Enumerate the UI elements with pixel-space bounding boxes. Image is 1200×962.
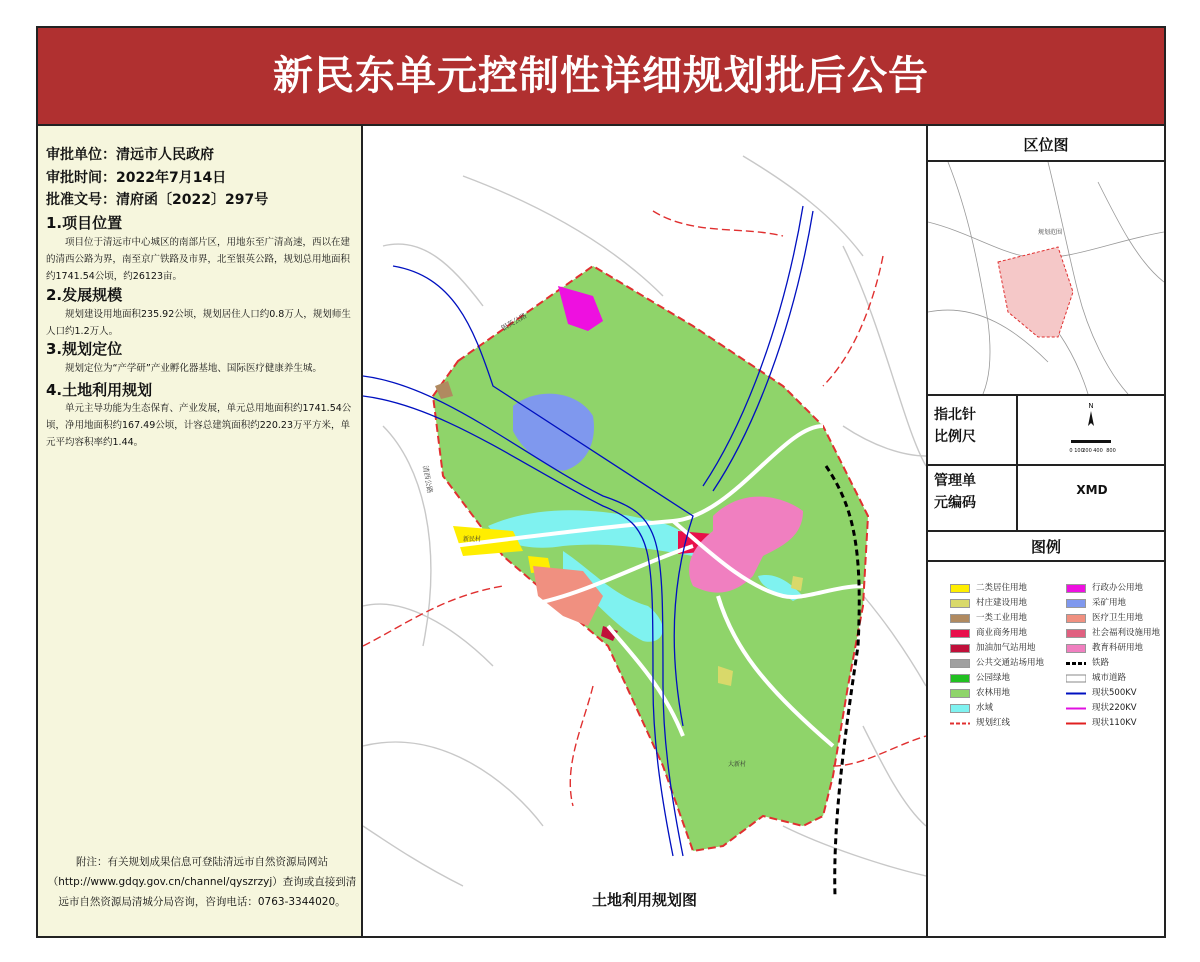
legend-swatch xyxy=(1066,719,1086,728)
legend-item: 村庄建设用地 xyxy=(950,597,1027,609)
approval-doc-number: 批准文号：清府函〔2022〕297号 xyxy=(46,192,269,208)
legend-item: 一类工业用地 xyxy=(950,612,1027,624)
legend-item: 现状220KV xyxy=(1066,702,1137,714)
section-2-body: 规划建设用地面积235.92公顷，规划居住人口约0.8万人，规划师生人口约1.2万人。 xyxy=(46,309,351,337)
legend-item: 现状500KV xyxy=(1066,687,1137,699)
legend-item: 二类居住用地 xyxy=(950,582,1027,594)
legend-item: 铁路 xyxy=(1066,657,1109,669)
legend-item: 社会福利设施用地 xyxy=(1066,627,1160,639)
legend-item: 教育科研用地 xyxy=(1066,642,1143,654)
legend-swatch xyxy=(950,719,970,728)
label-yinying-road: 银英公路 xyxy=(500,311,529,333)
label-qingxi-road: 清西公路 xyxy=(421,464,434,494)
footnote: 附注：有关规划成果信息可登陆清远市自然资源局网站（http://www.gdqy.gov.cn/channel/qyszrzyj）查询或直接到清远市自然资源局清城分局咨询，咨询电话：0763-3344020。 xyxy=(47,856,357,908)
legend-item: 加油加气站用地 xyxy=(950,642,1036,654)
section-1-body: 项目位于清远市中心城区的南部片区，用地东至广清高速，西以在建的清西公路为界，南至京广铁路及市界，北至银英公路，规划总用地面积约1741.54公顷，约26123亩。 xyxy=(46,237,351,282)
legend-item: 行政办公用地 xyxy=(1066,582,1143,594)
section-3-heading: 3.规划定位 xyxy=(46,340,123,358)
legend-swatch xyxy=(1066,599,1086,608)
label-daxin-village: 大新村 xyxy=(728,761,747,768)
section-4-heading: 4.土地利用规划 xyxy=(46,381,153,399)
label-xinmin-village: 新民村 xyxy=(463,536,482,543)
legend-swatch xyxy=(950,689,970,698)
legend-swatch xyxy=(1066,584,1086,593)
legend-item: 公共交通站场用地 xyxy=(950,657,1044,669)
legend-swatch xyxy=(1066,644,1086,653)
legend-swatch xyxy=(950,599,970,608)
mgmt-unit-label-2: 元编码 xyxy=(934,495,976,511)
approval-date: 审批时间：2022年7月14日 xyxy=(46,170,227,186)
mgmt-unit-label-1: 管理单 xyxy=(934,473,976,489)
scale-tick: 0 xyxy=(1069,448,1073,454)
north-arrow-label: 指北针 xyxy=(934,407,976,423)
legend-swatch xyxy=(950,659,970,668)
scale-tick: 100 xyxy=(1074,448,1084,454)
mgmt-unit-code: XMD xyxy=(1076,483,1108,497)
notice-frame xyxy=(36,26,1166,938)
legend-swatch xyxy=(950,614,970,623)
legend-item: 公园绿地 xyxy=(950,672,1010,684)
land-use-map xyxy=(363,126,926,936)
legend-item: 现状110KV xyxy=(1066,717,1137,729)
legend-item: 城市道路 xyxy=(1066,672,1126,684)
legend-swatch xyxy=(950,704,970,713)
north-arrow-and-scale xyxy=(1018,396,1164,462)
scale-tick: 200 xyxy=(1082,448,1092,454)
text-panel xyxy=(38,126,363,936)
legend-swatch xyxy=(950,584,970,593)
section-3-body: 规划定位为“产学研”产业孵化器基地、国际医疗健康养生城。 xyxy=(65,363,322,374)
north-letter: N xyxy=(1088,402,1094,410)
title-banner xyxy=(38,28,1164,126)
north-arrow-icon xyxy=(1088,411,1094,426)
legend-swatch xyxy=(1066,659,1086,668)
legend-swatch xyxy=(950,644,970,653)
scale-bar-label: 比例尺 xyxy=(934,429,976,445)
section-2-heading: 2.发展规模 xyxy=(46,286,123,304)
location-map xyxy=(928,162,1164,394)
legend-item: 农林用地 xyxy=(950,687,1010,699)
scale-tick: 800 xyxy=(1106,448,1116,454)
legend-swatch xyxy=(950,629,970,638)
legend-item: 规划红线 xyxy=(950,717,1010,729)
legend-swatch xyxy=(1066,704,1086,713)
section-4-body: 单元主导功能为生态保育、产业发展，单元总用地面积约1741.54公顷，净用地面积约167.49公顷，计容总建筑面积约220.23万平方米，单元平均容积率约1.44。 xyxy=(46,403,352,448)
scale-bar xyxy=(1071,440,1111,443)
section-1-heading: 1.项目位置 xyxy=(46,214,123,232)
legend-heading: 图例 xyxy=(1030,538,1061,556)
legend-item: 商业商务用地 xyxy=(950,627,1027,639)
legend-item: 医疗卫生用地 xyxy=(1066,612,1143,624)
legend-swatch xyxy=(1066,629,1086,638)
scale-tick: 400 xyxy=(1093,448,1103,454)
land-use-map-svg xyxy=(363,126,926,936)
legend-item: 采矿用地 xyxy=(1066,597,1126,609)
legend-swatch xyxy=(950,674,970,683)
legend-swatch xyxy=(1066,689,1086,698)
map-title: 土地利用规划图 xyxy=(591,891,697,909)
planning-boundary xyxy=(433,266,868,851)
legend-swatch xyxy=(1066,614,1086,623)
page-title: 新民东单元控制性详细规划批后公告 xyxy=(273,53,929,99)
right-panel xyxy=(926,126,1164,936)
legend-item: 水域 xyxy=(950,702,993,714)
approval-unit: 审批单位：清远市人民政府 xyxy=(46,147,214,163)
legend-swatch xyxy=(1066,674,1086,683)
location-label: 规划范围 xyxy=(1038,229,1063,236)
location-map-heading: 区位图 xyxy=(1023,136,1069,154)
